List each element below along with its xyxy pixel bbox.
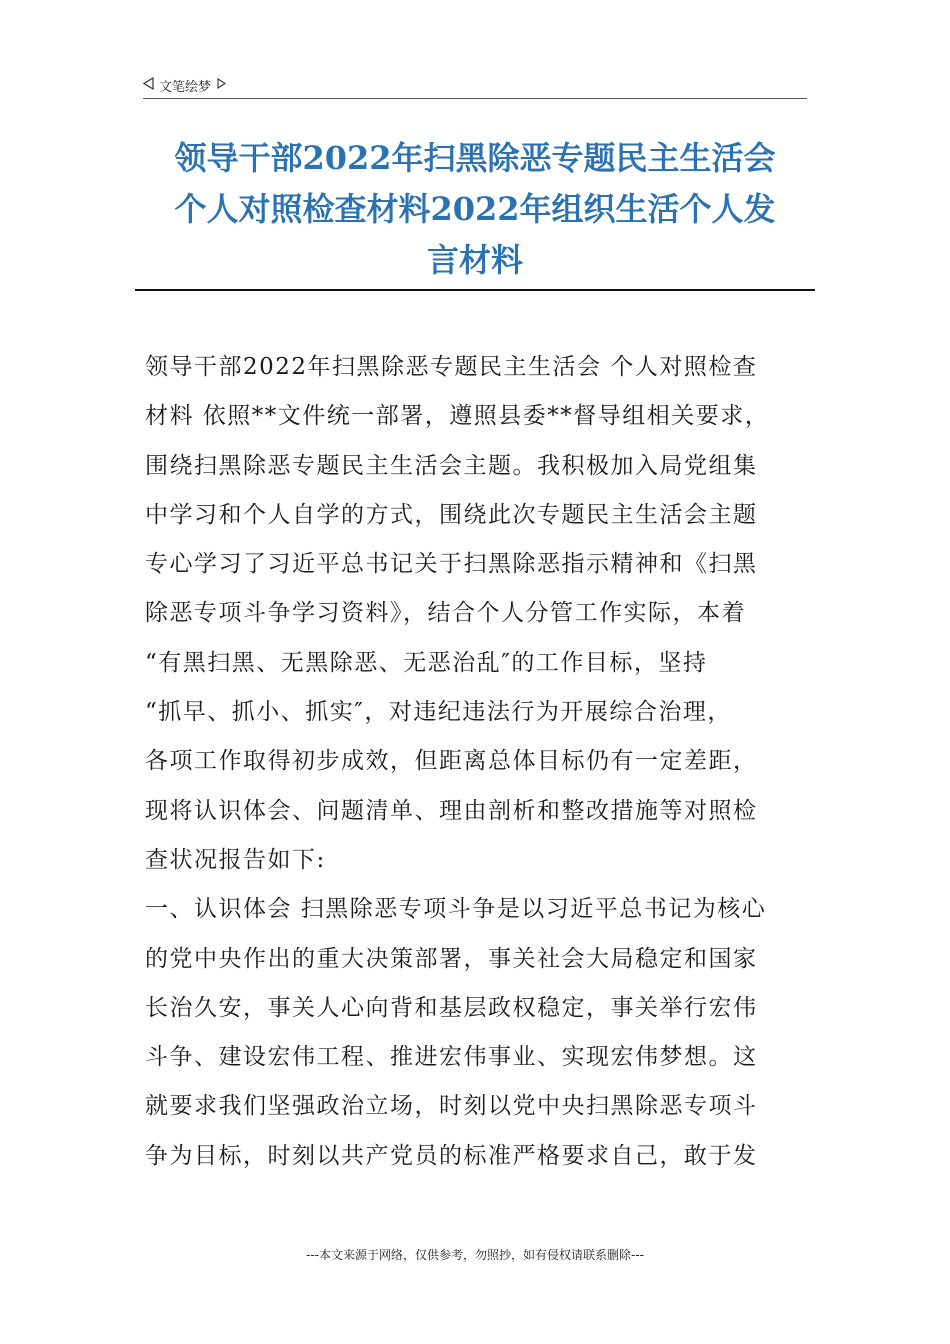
body-line: 材料 依照**文件统一部署，遵照县委**督导组相关要求， <box>145 403 770 430</box>
body-line: 长治久安，事关人心向背和基层政权稳定，事关举行宏伟 <box>145 994 758 1021</box>
document-title <box>135 133 815 286</box>
body-line: 除恶专项斗争学习资料》，结合个人分管工作实际，本着 <box>145 600 746 627</box>
header-divider <box>143 98 807 99</box>
body-line: “有黑扫黑、无黑除恶、无恶治乱″的工作目标，坚持 <box>145 649 708 676</box>
document-header <box>143 72 807 98</box>
title-divider <box>135 289 815 291</box>
body-line: 围绕扫黑除恶专题民主生活会主题。我积极加入局党组集 <box>145 452 758 479</box>
brand-name: 文笔绘梦 <box>159 79 212 95</box>
title-line: 个人对照检查材料2022年组织生活个人发 <box>174 190 776 228</box>
body-line: 一、认识体会 扫黑除恶专项斗争是以习近平总书记为核心 <box>145 896 767 923</box>
body-line: 领导干部2022年扫黑除恶专题民主生活会 个人对照检查 <box>145 354 758 380</box>
body-line: 中学习和个人自学的方式，围绕此次专题民主生活会主题 <box>145 501 758 528</box>
title-line: 言材料 <box>426 241 523 279</box>
body-line: “抓早、抓小、抓实″，对违纪违法行为开展综合治理， <box>145 699 732 726</box>
document-body <box>145 343 810 1181</box>
left-triangle-icon <box>143 77 154 93</box>
body-line: 查状况报告如下: <box>145 846 326 873</box>
body-line: 就要求我们坚强政治立场，时刻以党中央扫黑除恶专项斗 <box>145 1093 758 1120</box>
body-line: 各项工作取得初步成效，但距离总体目标仍有一定差距， <box>145 748 758 775</box>
body-line: 现将认识体会、问题清单、理由剖析和整改措施等对照检 <box>145 797 758 824</box>
body-line: 争为目标，时刻以共产党员的标准严格要求自己，敢于发 <box>145 1142 758 1169</box>
right-triangle-icon <box>217 78 226 92</box>
body-line: 专心学习了习近平总书记关于扫黑除恶指示精神和《扫黑 <box>145 551 758 578</box>
footer-disclaimer: ---本文来源于网络，仅供参考，勿照抄，如有侵权请联系删除--- <box>306 1248 644 1262</box>
body-line: 的党中央作出的重大决策部署，事关社会大局稳定和国家 <box>145 945 758 972</box>
title-line: 领导干部2022年扫黑除恶专题民主生活会 <box>174 139 776 177</box>
body-line: 斗争、建设宏伟工程、推进宏伟事业、实现宏伟梦想。这 <box>145 1044 758 1071</box>
